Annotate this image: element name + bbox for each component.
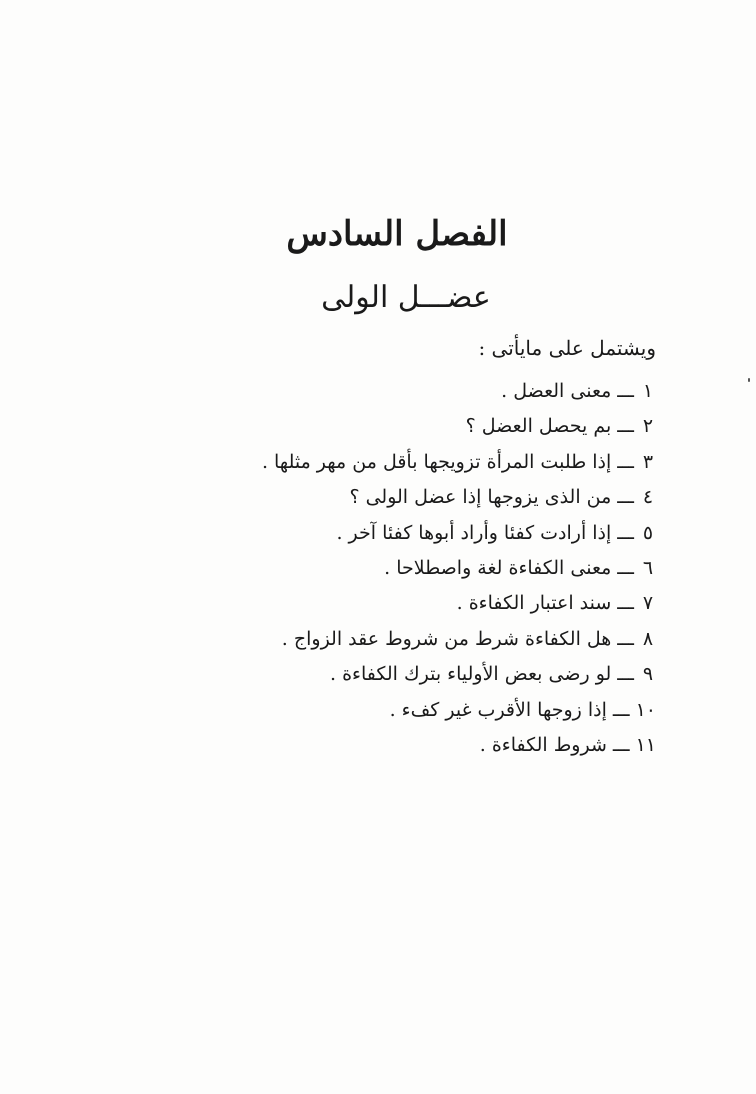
topic-item [276, 657, 656, 692]
topic-number: ٩ [642, 663, 654, 686]
dash-separator: ـــ [617, 556, 634, 579]
topic-list [261, 374, 656, 763]
topic-item [276, 728, 656, 763]
topic-item [261, 445, 656, 480]
topic-number: ٥ [642, 521, 654, 544]
dash-separator: ـــ [617, 380, 634, 402]
topic-number: ١٠ [635, 698, 656, 721]
topic-number: ١ [642, 380, 654, 402]
dash-separator: ـــ [617, 521, 634, 544]
dash-separator: ـــ [617, 415, 634, 438]
dash-separator: ـــ [617, 450, 634, 473]
topic-item [276, 622, 656, 657]
topic-text: لو رضى بعض الأولياء بترك الكفاءة . [329, 663, 612, 686]
chapter-title: الفصل السادس [286, 214, 508, 254]
topic-text: بم يحصل العضل ؟ [465, 415, 612, 438]
dash-separator: ـــ [612, 698, 630, 721]
topic-item [276, 693, 656, 728]
dash-separator: ـــ [617, 486, 634, 509]
topic-text: شروط الكفاءة . [479, 733, 607, 756]
topic-text: هل الكفاءة شرط من شروط عقد الزواج . [281, 627, 612, 650]
topic-item [276, 480, 656, 515]
topic-number: ١١ [635, 733, 656, 756]
topic-item [276, 409, 656, 444]
topic-text: معنى الكفاءة لغة واصطلاحا . [384, 556, 612, 579]
dash-separator: ـــ [612, 733, 630, 756]
chapter-subtitle: عضـــل الولى [321, 280, 491, 315]
topic-text: من الذى يزوجها إذا عضل الولى ؟ [349, 486, 612, 509]
topic-text: إذا طلبت المرأة تزويجها بأقل من مهر مثلها . [261, 450, 612, 473]
dash-separator: ـــ [617, 663, 634, 686]
topic-item [276, 551, 656, 586]
topic-item [276, 586, 656, 621]
scan-speck [748, 378, 750, 382]
dash-separator: ـــ [617, 592, 634, 615]
topic-item [276, 516, 656, 551]
topic-number: ٢ [642, 415, 654, 438]
topic-number: ٦ [642, 556, 654, 579]
topic-text: إذا أرادت كفئا وأراد أبوها كفئا آخر . [336, 521, 612, 544]
topic-number: ٨ [642, 627, 654, 650]
dash-separator: ـــ [617, 627, 634, 650]
topic-text: معنى العضل . [501, 380, 612, 402]
topic-number: ٤ [642, 486, 654, 509]
chapter-intro: ويشتمل على مايأتى : [478, 336, 656, 360]
topic-text: إذا زوجها الأقرب غير كفء . [389, 698, 607, 721]
topic-text: سند اعتبار الكفاءة . [456, 592, 612, 615]
topic-item [276, 374, 656, 409]
topic-number: ٧ [642, 592, 654, 615]
topic-number: ٣ [642, 450, 654, 473]
